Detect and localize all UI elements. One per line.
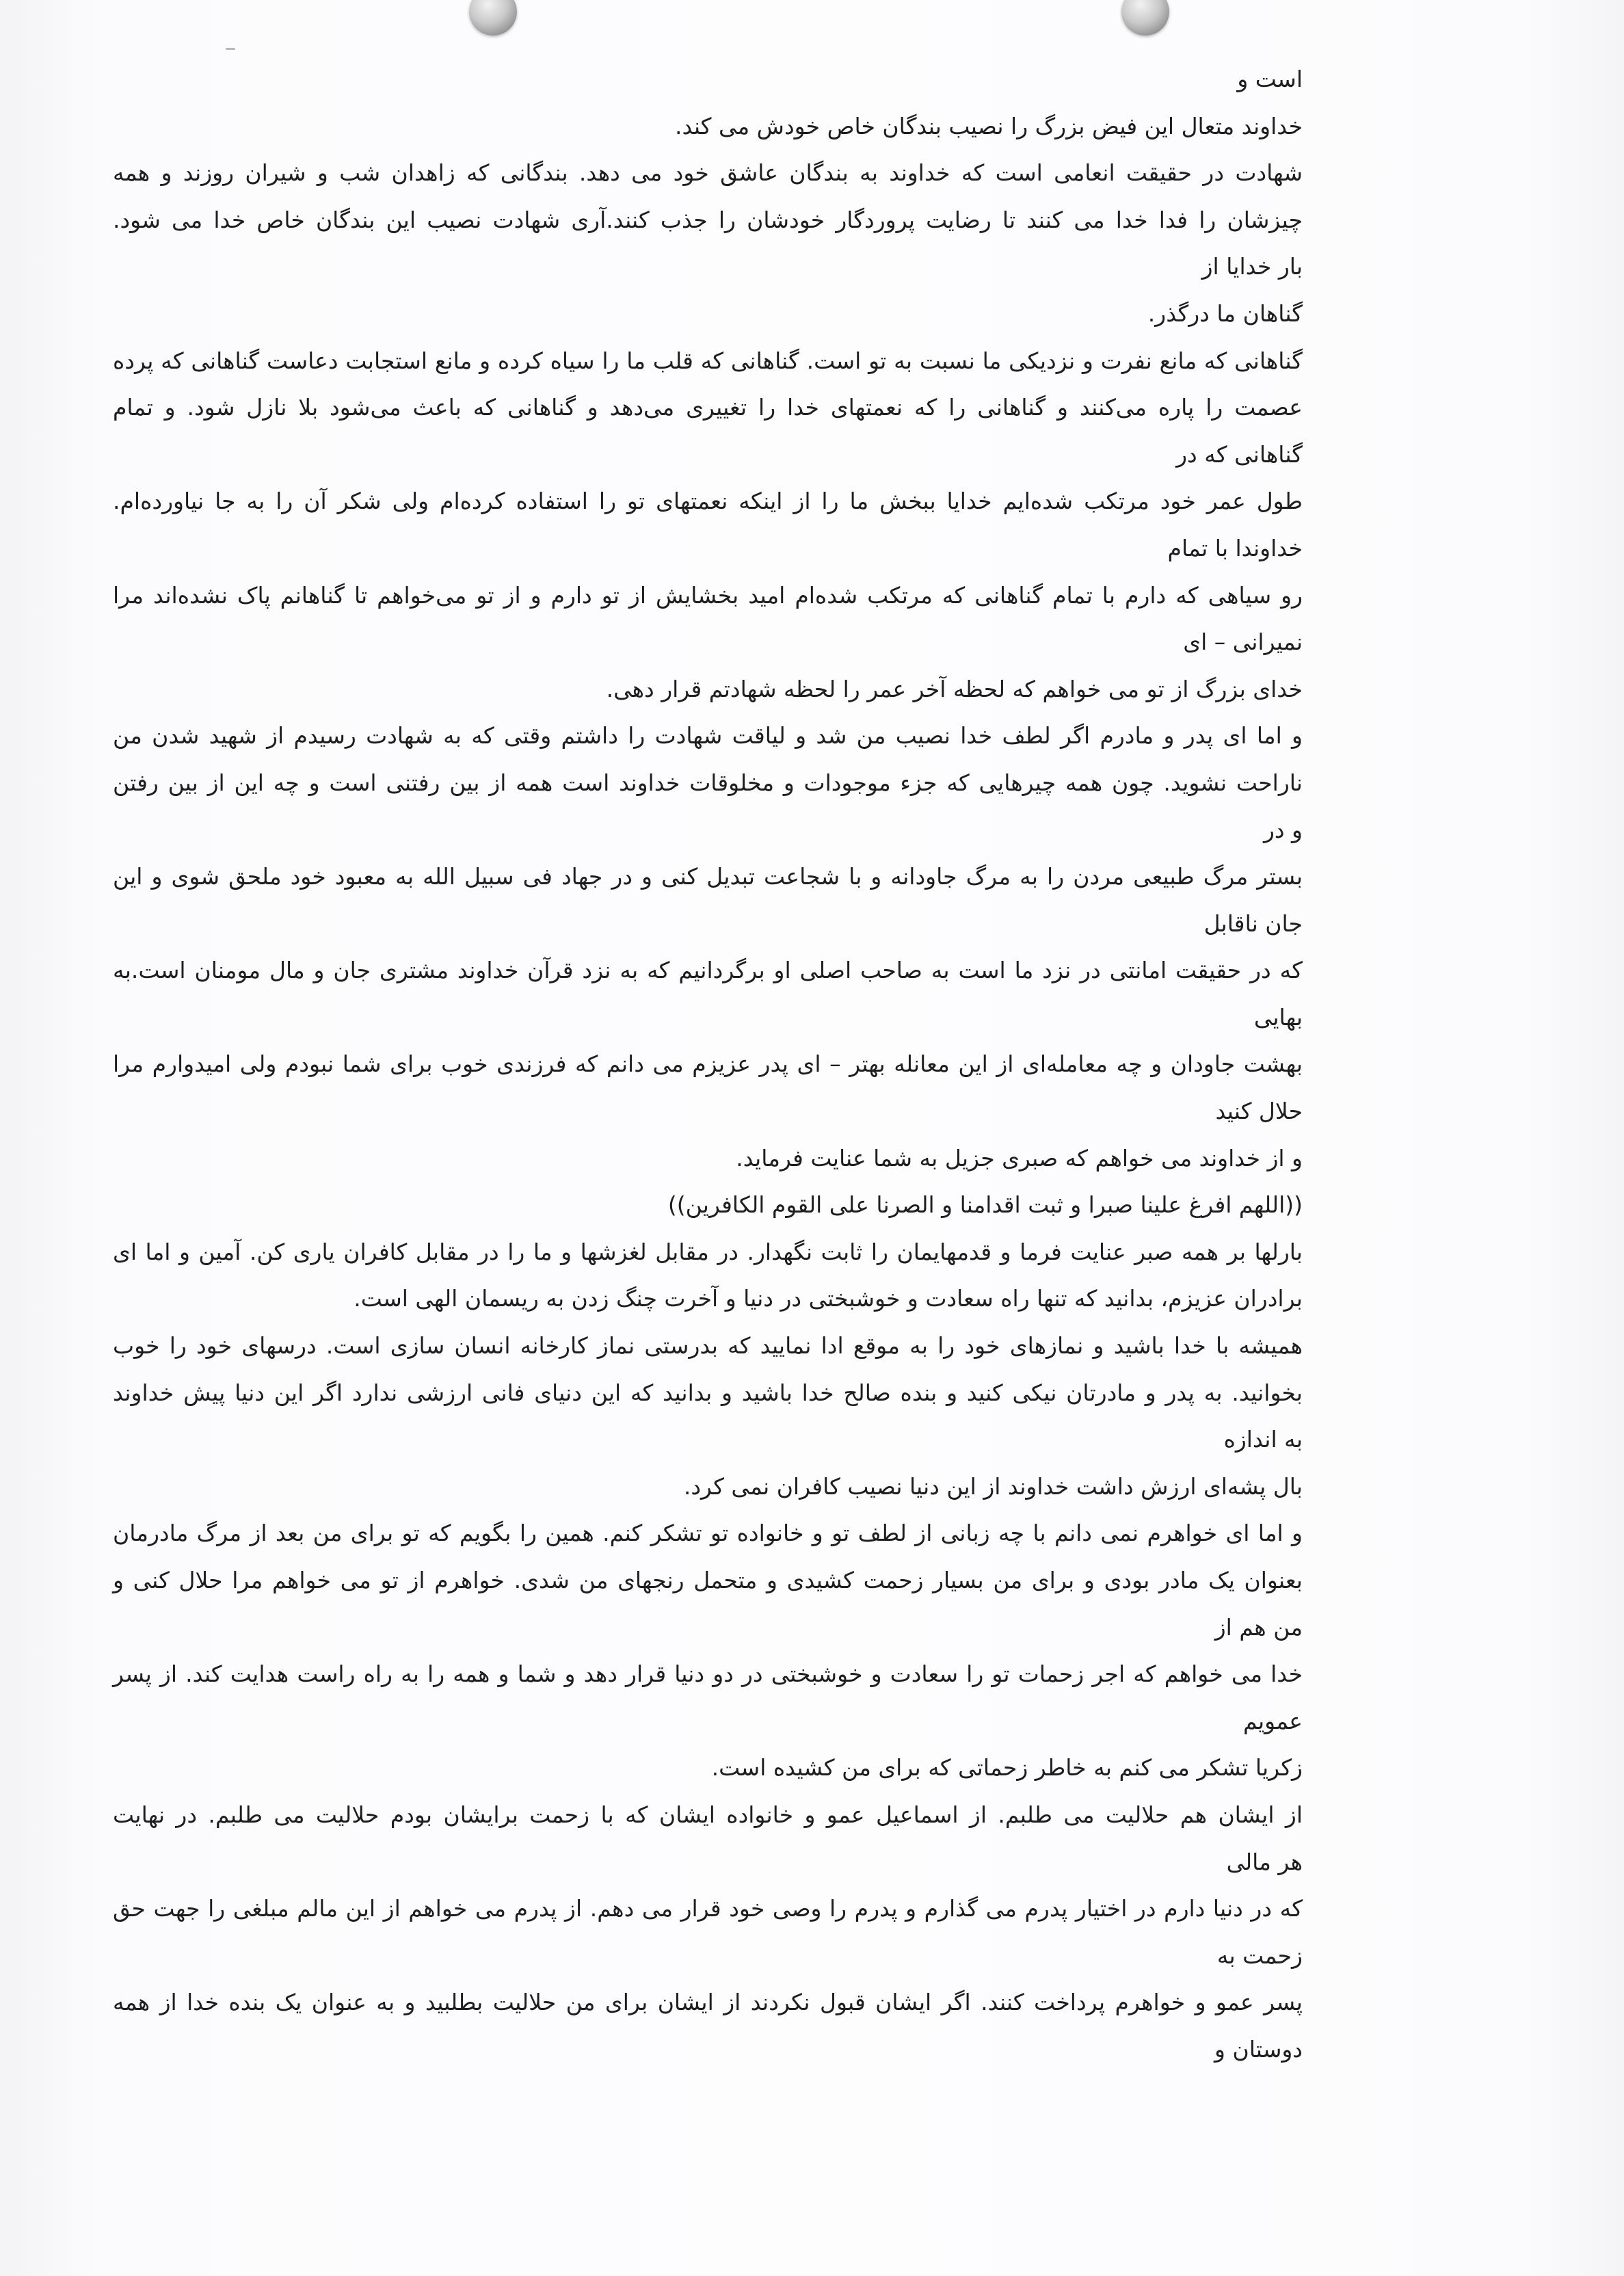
text-line: که در دنیا دارم در اختیار پدرم می گذارم و پدرم را وصی خود قرار می دهم. از پدرم می خواهم از این مالم مبلغی را جهت حق bbox=[113, 1895, 1303, 1922]
text-line: جان ناقابل bbox=[1203, 910, 1303, 937]
text-line: برادران عزیزم، بدانید که تنها راه سعادت و خوشبختی در دنیا و آخرت چنگ زدن به ریسمان الهی است. bbox=[354, 1285, 1303, 1312]
text-line: بهایی bbox=[1253, 1003, 1303, 1031]
text-line: پسر عمو و خواهرم پرداخت کنند. اگر ایشان قبول نکردند از ایشان برای من حلالیت بطلبید و به عنوان یک بنده خدا از همه bbox=[113, 1989, 1303, 2016]
text-line: ((اللهم افرغ علینا صبرا و ثبت اقدامنا و الصرنا علی القوم الکافرین)) bbox=[667, 1191, 1303, 1219]
text-line: و در bbox=[1263, 816, 1303, 843]
text-line: ناراحت نشوید. چون همه چیرهایی که جزء موجودات و مخلوقات خداوند است همه از بین رفتنی است و چه این از بین رفتن bbox=[113, 769, 1303, 796]
letter-body-text bbox=[113, 56, 1303, 2074]
text-line: بار خدایا از bbox=[1201, 253, 1303, 280]
text-line: طول عمر خود مرتکب شده‌ایم خدایا ببخش ما را از اینکه نعمتهای تو را استفاده کرده‌ام ولی شکر آن را به جا نیاورده‌ام. bbox=[113, 488, 1303, 515]
text-line: بال پشه‌ای ارزش داشت خداوند از این دنیا نصیب کافران نمی کرد. bbox=[683, 1472, 1303, 1500]
scan-speck bbox=[226, 48, 235, 50]
text-line: نمیرانی – ای bbox=[1183, 628, 1303, 656]
text-line: خدا می خواهم که اجر زحمات تو را سعادت و خوشبختی در دو دنیا قرار دهد و شما و همه را به راه راست هدایت کند. از پسر bbox=[113, 1660, 1303, 1688]
text-line: گناهان ما درگذر. bbox=[1147, 300, 1303, 327]
text-line: بعنوان یک مادر بودی و برای من بسیار زحمت کشیدی و متحمل رنجهای من شدی. خواهرم از تو می خواهم مرا حلال کنی و bbox=[113, 1567, 1303, 1593]
text-line: گناهانی که مانع نفرت و نزدیکی ما نسبت به تو است. گناهانی که قلب ما را سیاه کرده و مانع استجابت دعاست گناهانی که پرده bbox=[113, 347, 1303, 374]
text-line: عصمت را پاره می‌کنند و گناهانی را که نعمتهای خدا را تغییری می‌دهد و گناهانی که باعث می‌شود بلا نازل شود. و تمام bbox=[113, 394, 1303, 421]
text-line: دوستان و bbox=[1214, 2035, 1303, 2063]
text-line: هر مالی bbox=[1226, 1848, 1303, 1875]
text-line: گناهانی که در bbox=[1176, 440, 1303, 468]
text-line: بارلها بر همه صبر عنایت فرما و قدمهایمان را ثابت نگهدار. در مقابل لغزشها و ما را در مقابل کافران یاری کن. آمین و اما ای bbox=[113, 1238, 1303, 1265]
text-line: زحمت به bbox=[1216, 1942, 1303, 1969]
text-line: خدای بزرگ از تو می خواهم که لحظه آخر عمر را لحظه شهادتم قرار دهی. bbox=[606, 675, 1303, 702]
text-line: زکریا تشکر می کنم به خاطر زحماتی که برای من کشیده است. bbox=[711, 1754, 1303, 1782]
text-line: رو سیاهی که دارم با تمام گناهانی که مرتکب شده‌ام امید بخشایش از تو دارم و از تو می‌خواهم تا گناهانم پاک نشده‌اند مرا bbox=[113, 581, 1303, 609]
text-line: چیزشان را فدا خدا می کنند تا رضایت پروردگار خودشان را جذب کنند.آری شهادت نصیب این بندگان خاص خدا می شود. bbox=[113, 206, 1303, 233]
text-line: عمویم bbox=[1243, 1707, 1303, 1734]
text-line: همیشه با خدا باشید و نمازهای خود را به موقع ادا نمایید که بدرستی نماز کارخانه انسان سازی است. درسهای خود را خوب bbox=[113, 1332, 1303, 1360]
punch-hole-right bbox=[1121, 0, 1169, 36]
text-line: شهادت در حقیقت انعامی است که خداوند به بندگان عاشق خود می دهد. بندگانی که زاهدان شب و شیران روزند و همه bbox=[113, 159, 1303, 187]
text-line: بخوانید. به پدر و مادرتان نیکی کنید و بنده صالح خدا باشید و بدانید که این دنیای فانی ارزشی ندارد اگر این دنیا پیش خداوند bbox=[113, 1379, 1303, 1406]
text-line: که در حقیقت امانتی در نزد ما است به صاحب اصلی او برگردانیم که به نزد قرآن خداوند مشتری جان و مال مومنان است.به bbox=[113, 957, 1303, 984]
text-line: حلال کنید bbox=[1215, 1098, 1303, 1125]
text-line: و اما ای پدر و مادرم اگر لطف خدا نصیب من شد و لیاقت شهادت را داشتم وقتی که به شهادت رسیدم از شهید شدن من bbox=[113, 722, 1303, 750]
text-line: بستر مرگ طبیعی مردن را به مرگ جاودانه و با شجاعت تبدیل کنی و در جهاد فی سبیل الله به معبود خود ملحق شوی و این bbox=[113, 863, 1303, 890]
text-line: بهشت جاودان و چه معامله‌ای از این معانله بهتر – ای پدر عزیزم می دانم که فرزندی خوب برای شما نبودم ولی امیدوارم مرا bbox=[113, 1050, 1303, 1078]
punch-hole-left bbox=[469, 0, 517, 36]
text-line: خداوندا با تمام bbox=[1167, 534, 1303, 561]
text-line: خداوند متعال این فیض بزرگ را نصیب بندگان خاص خودش می کند. bbox=[675, 112, 1303, 140]
text-line: و از خداوند می خواهم که صبری جزیل به شما عنایت فرماید. bbox=[736, 1144, 1303, 1172]
text-line: است و bbox=[1237, 66, 1303, 92]
text-line: به اندازه bbox=[1223, 1426, 1303, 1453]
text-line: و اما ای خواهرم نمی دانم با چه زبانی از لطف تو و خانواده تو تشکر کنم. همین را بگویم که تو برای من بعد از مرگ مادرمان bbox=[113, 1520, 1303, 1547]
text-line: از ایشان هم حلالیت می طلبم. از اسماعیل عمو و خانواده ایشان که با زحمت برایشان بودم حلالیت می طلبم. در نهایت bbox=[113, 1801, 1303, 1828]
text-line: من هم از bbox=[1214, 1613, 1303, 1641]
